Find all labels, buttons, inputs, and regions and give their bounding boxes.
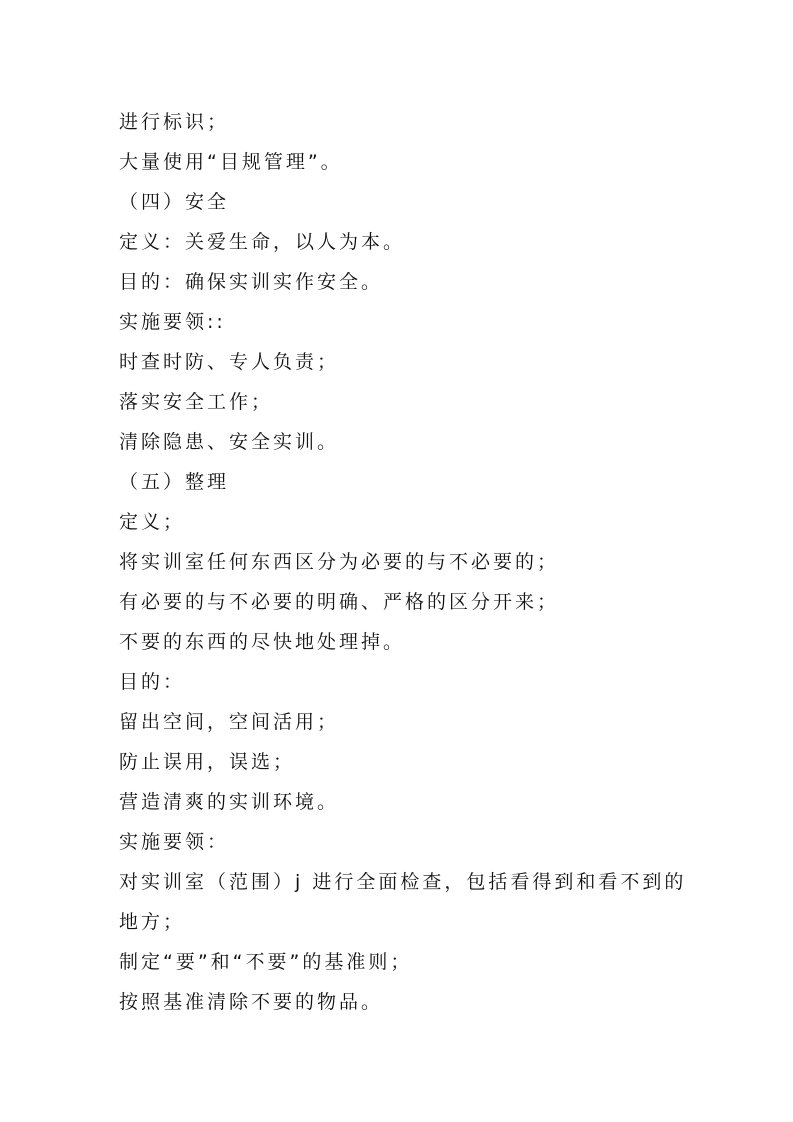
- text-line: 落实安全工作；: [119, 391, 274, 413]
- text-line: 实施要领::: [119, 311, 226, 333]
- text-line: 时查时防、专人负责；: [119, 351, 340, 373]
- text-line: 营造清爽的实训环境。: [119, 791, 340, 813]
- text-line: 清除隐患、安全实训。: [119, 431, 340, 453]
- text-line: 大量使用“目规管理”。: [119, 151, 343, 173]
- text-line: 目的：: [119, 671, 186, 693]
- text-line: 制定“要”和“不要”的基准则；: [119, 951, 413, 973]
- text-line: 防止误用，误选；: [119, 751, 296, 773]
- text-line: 地方；: [119, 911, 186, 933]
- text-line: 进行标识；: [119, 111, 230, 133]
- text-line: 按照基准清除不要的物品。: [119, 991, 384, 1013]
- text-line: 对实训室（范围）j 进行全面检查，包括看得到和看不到的: [119, 871, 687, 893]
- text-line: 将实训室任何东西区分为必要的与不必要的；: [119, 551, 560, 573]
- text-line: 不要的东西的尽快地处理掉。: [119, 631, 406, 653]
- text-line: 留出空间，空间活用；: [119, 711, 340, 733]
- text-line: 有必要的与不必要的明确、严格的区分开来；: [119, 591, 560, 613]
- section-heading-sort: （五）整理: [119, 471, 230, 493]
- text-line: 目的：确保实训实作安全。: [119, 271, 384, 293]
- section-heading-safety: （四）安全: [119, 191, 230, 213]
- text-line: 定义：关爱生命，以人为本。: [119, 231, 406, 253]
- text-line: 实施要领：: [119, 831, 230, 853]
- text-line: 定义；: [119, 511, 186, 533]
